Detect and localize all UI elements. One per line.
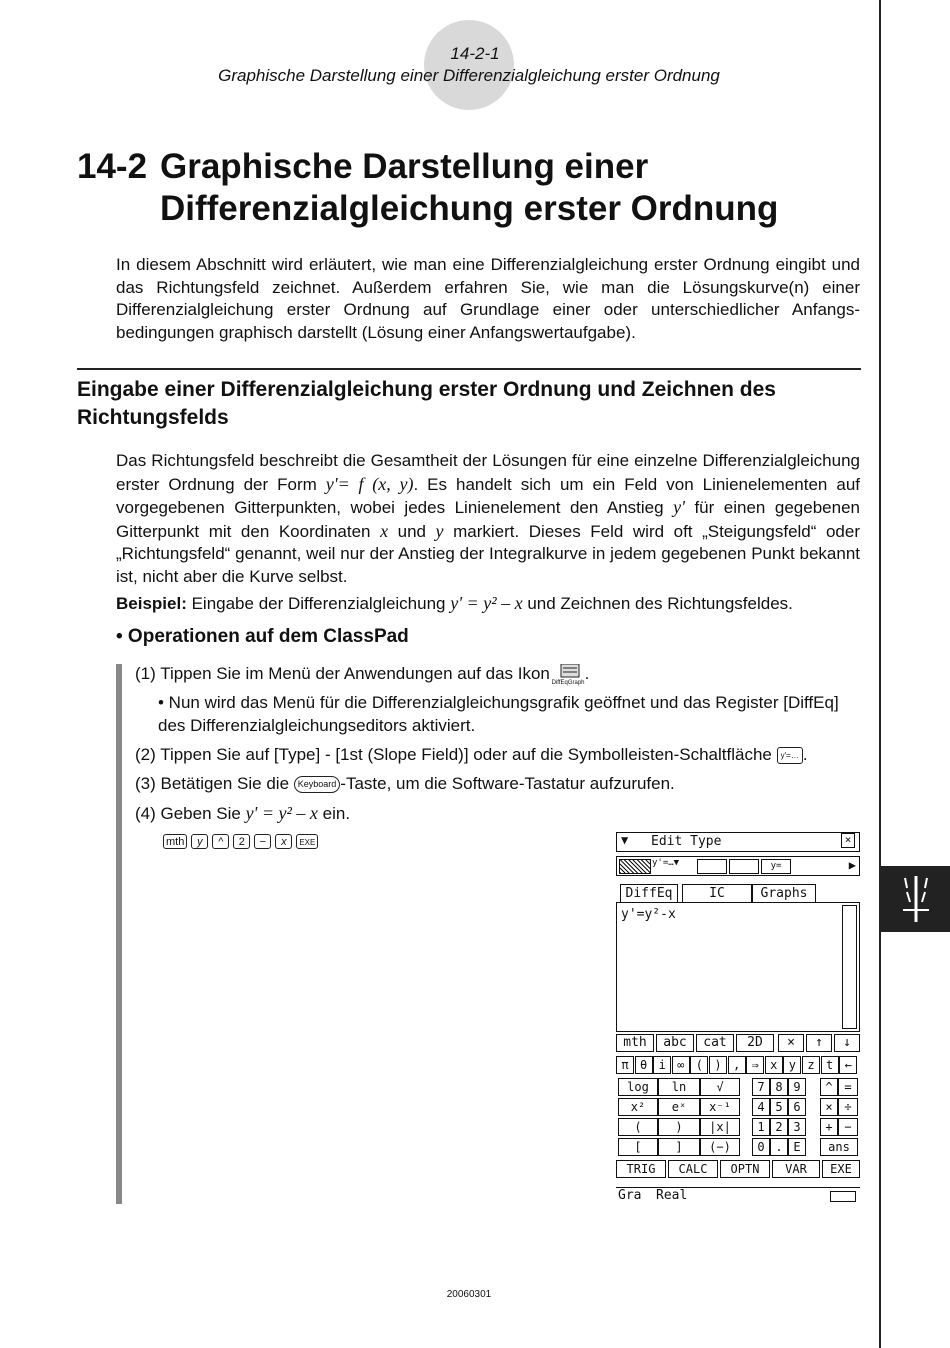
chapter-title-line1: Graphische Darstellung einer [160,147,649,186]
cp-key: 7 [752,1078,770,1096]
chapter-title-line2: Differenzialgleichung erster Ordnung [160,189,779,228]
cp-key: ⇒ [746,1056,764,1074]
cp-grid-icon [619,859,651,874]
cp-key: = [838,1078,858,1096]
cp-key: y [783,1056,801,1074]
key-sequence [163,834,322,852]
cp-toolbar [616,856,860,876]
cp-kb-mth: mth [616,1034,654,1052]
cp-key: ( [618,1118,658,1136]
cp-key: 5 [770,1098,788,1116]
chapter-number: 14-2 [77,147,148,186]
cp-key: ← [839,1056,857,1074]
step-2: (2) Tippen Sie auf [Type] - [1st (Slope Field)] oder auf die Symbolleisten-Schaltfläche y'=… . [135,745,808,764]
cp-kb-2d: 2D [736,1034,774,1052]
cp-tab-diffeq: DiffEq [620,884,678,903]
cp-key: 8 [770,1078,788,1096]
step-4: (4) Geben Sie y' = y² – x ein. [135,803,351,823]
cp-battery-icon [830,1191,856,1202]
cp-fn-key: TRIG [616,1160,666,1178]
cp-fn-key: OPTN [720,1160,770,1178]
header-circle [424,20,514,110]
cp-key: log [618,1078,658,1096]
cp-fn-key: VAR [772,1160,820,1178]
cp-key: |x| [700,1118,740,1136]
cp-key: i [653,1056,671,1074]
cp-key: 1 [752,1118,770,1136]
cp-menu-label: Edit Type [651,834,722,849]
step-1: (1) Tippen Sie im Menü der Anwendungen auf das Ikon DiffEqGraph . [135,664,590,686]
cp-key: √ [700,1078,740,1096]
cp-table-icon: y= [761,859,791,874]
header-section-title: Graphische Darstellung einer Differenzialgleichung erster Ordnung [218,66,720,85]
cp-kb-cat: cat [696,1034,734,1052]
keyboard-key-icon: Keyboard [294,776,341,793]
cp-key: , [728,1056,746,1074]
cp-key: E [788,1138,806,1156]
cp-tab-graphs: Graphs [752,884,816,903]
cp-key: + [820,1118,838,1136]
key-minus: − [254,834,271,849]
cp-key: 9 [788,1078,806,1096]
key-power: ^ [212,834,229,849]
operations-heading: • Operationen auf dem ClassPad [116,626,409,647]
cp-key: x² [618,1098,658,1116]
cp-key: ∞ [672,1056,690,1074]
cp-kb-abc: abc [656,1034,694,1052]
cp-kb-up-icon: ↑ [806,1034,832,1052]
cp-fn-key: EXE [822,1160,860,1178]
slope-field-toolbar-icon: y'=… [777,747,803,764]
cp-entry: y'=y²-x [621,907,676,922]
cp-key: ) [658,1118,700,1136]
cp-fn-key: CALC [668,1160,718,1178]
cp-key: [ [618,1138,658,1156]
classpad-screenshot [616,832,860,1204]
cp-menu-bar [616,832,860,852]
key-exe: EXE [296,834,318,849]
cp-kb-down-icon: ↓ [834,1034,860,1052]
cp-key: x⁻¹ [700,1098,740,1116]
cp-editor-tabs [616,884,860,902]
cp-key: 4 [752,1098,770,1116]
cp-key: t [821,1056,839,1074]
step-3: (3) Betätigen Sie die Keyboard -Taste, um die Software-Tastatur aufzurufen. [135,774,675,793]
right-margin-rule [879,0,881,1348]
cp-key: ) [709,1056,727,1074]
chapter-heading [77,146,778,230]
cp-scroll-right-icon: ▶ [848,858,856,872]
cp-status-left: Gra [618,1188,642,1203]
header-section-number: 14-2-1 [450,44,500,63]
cp-editor-area [616,902,860,1032]
slope-field-icon [897,872,935,924]
cp-key: θ [635,1056,653,1074]
cp-key: . [770,1138,788,1156]
cp-key: ans [820,1138,858,1156]
cp-key: ( [690,1056,708,1074]
diffeqgraph-app-icon [551,664,585,686]
key-x: x [275,834,292,849]
cp-status-bar [616,1187,860,1204]
key-2: 2 [233,834,250,849]
cp-key: z [802,1056,820,1074]
slope-field-paragraph: Das Richtungsfeld beschreibt die Gesamtheit der Lösungen für eine einzelne Differenzialgleichung erster Ordnung der Form y'= f (x, y). Es handelt sich um ein Feld von Linienelementen auf vorgegebenen Gitterpunkten, wobei jedes Linienelement den Anstieg y' für einen gegebenen Gitterpunkt mit den Koordinaten x und y markiert. Dieses Feld wird oft „Steigungsfeld“ oder „Richtungsfeld“ genannt, weil nur der Anstieg der Integralkurve in jedem gegebenen Punkt bekannt ist, nicht aber die Kurve selbst. [116,451,861,586]
cp-key: 2 [770,1118,788,1136]
cp-key: × [820,1098,838,1116]
cp-close-icon: × [841,833,855,848]
cp-key: eˣ [658,1098,700,1116]
example-line: Beispiel: Eingabe der Differenzialgleichung y' = y² – x und Zeichnen des Richtungsfeldes. [116,593,793,613]
cp-zoom-icon [697,859,727,874]
section-divider [77,368,861,370]
cp-key: − [838,1118,858,1136]
cp-key: ^ [820,1078,838,1096]
cp-menu-chevron-icon: ▼ [621,833,629,847]
cp-kb-close-icon: × [778,1034,804,1052]
procedure-bar [116,664,122,1204]
cp-tab-ic: IC [682,884,752,903]
subsection-heading: Eingabe einer Differenzialgleichung erster Ordnung und Zeichnen des Richtungsfelds [77,378,776,429]
cp-key: ] [658,1138,700,1156]
cp-key: ln [658,1078,700,1096]
step-1-note: • Nun wird das Menü für die Differenzialgleichungsgrafik geöffnet und das Register [DiffEq] des Differenzialgleichungseditors aktiviert. [158,693,839,735]
cp-scrollbar [842,905,857,1029]
cp-key: π [616,1056,634,1074]
chapter-tab [881,866,950,932]
cp-key: 0 [752,1138,770,1156]
cp-key: 3 [788,1118,806,1136]
footer-date-code: 20060301 [446,1289,492,1300]
cp-status-mode: Real [656,1188,688,1203]
example-label: Beispiel: [116,594,187,613]
key-y: y [191,834,208,849]
cp-key: (−) [700,1138,740,1156]
app-icon-caption: DiffEqGraph [551,679,585,686]
intro-paragraph: In diesem Abschnitt wird erläutert, wie man eine Differenzialgleichung erster Ordnung eingibt und das Richtungsfeld zeichnet. Außerdem erfahren Sie, wie man die Lösungskurve(n) einer Differenzialgleichung erster Ordnung auf Grundlage einer oder unterschiedlicher Anfangsbedingungen graphisch darstellt (Lösung einer Anfangswertaufgabe). [116,255,860,342]
cp-key: ÷ [838,1098,858,1116]
key-mth: mth [163,834,187,849]
cp-key: 6 [788,1098,806,1116]
cp-key: x [765,1056,783,1074]
cp-slope-icon: y'=…▼ [652,858,680,868]
cp-graph-icon [729,859,759,874]
